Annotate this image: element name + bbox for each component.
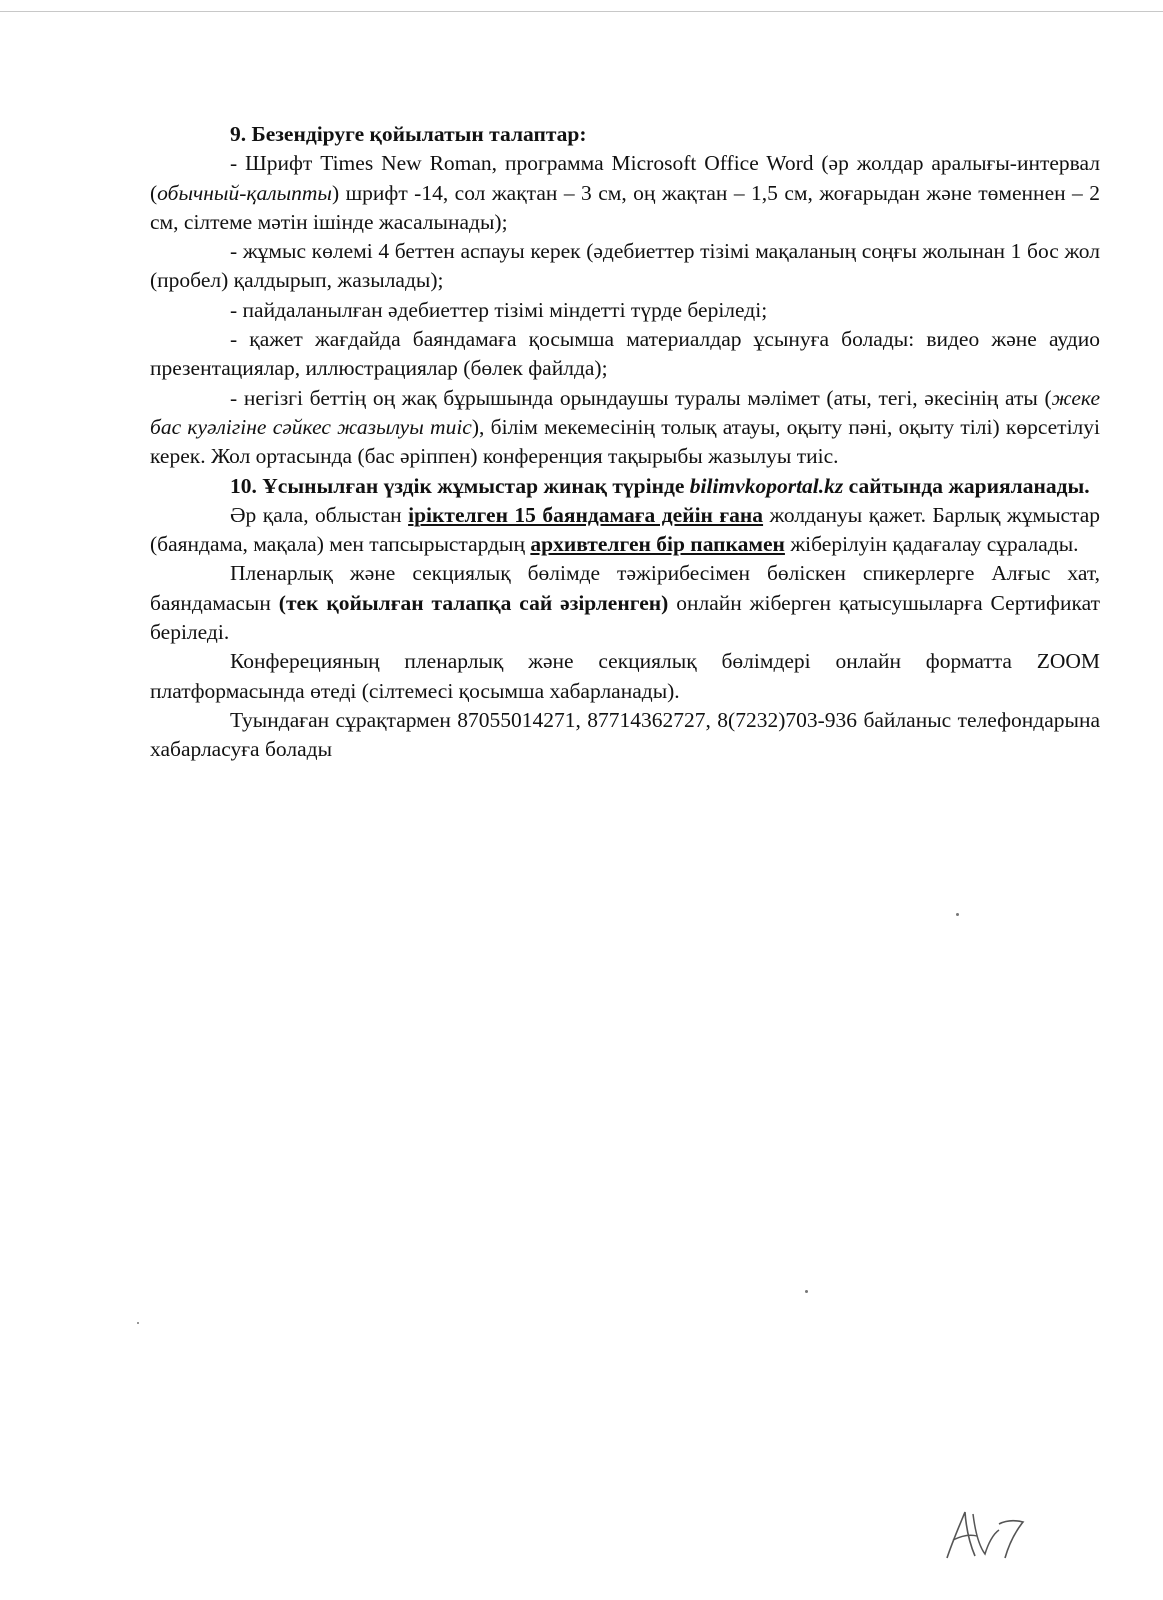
city-selection-paragraph <box>150 501 1100 560</box>
author-info-text-b: ), білім мекемесінің толық атауы, оқыту пәні, оқыту тілі) көрсетілуі керек. Жол ортасында (бас әріппен) конференция тақырыбы жазылуы тиіс. <box>150 414 1100 469</box>
scan-edge-line <box>0 11 1163 12</box>
author-info-italic: жеке бас куәлігіне сәйкес жазылуы тиіс <box>150 385 1100 439</box>
certificates-text-b: онлайн жіберген қатысушыларға Сертификат беріледі. <box>150 590 1100 645</box>
certificates-bold: (тек қойылған талапқа сай әзірленген) <box>278 590 669 615</box>
document-body <box>150 120 1100 765</box>
section-10-text-a: 10. Ұсынылған үздік жұмыстар жинақ түрінде <box>230 473 690 498</box>
section-9-heading: 9. Безендіруге қойылатын талаптар: <box>230 122 587 146</box>
requirement-font-italic: обычный-қалыпты <box>157 180 332 205</box>
requirement-font-text-a: - Шрифт Times New Roman, программа Microsoft Office Word (әр жолдар аралығы-интервал ( <box>150 151 1100 205</box>
certificates-paragraph <box>150 559 1100 647</box>
certificates-text-a: Пленарлық және секциялық бөлімде тәжірибесімен бөліскен спикерлерге Алғыс хат, баяндамасын <box>150 561 1100 615</box>
author-info-text-a: - негізгі беттің оң жақ бұрышында орындаушы туралы мәлімет (аты, тегі, әкесінің аты ( <box>230 385 1052 410</box>
archive-folder-underlined: архивтелген бір папкамен <box>530 532 785 557</box>
zoom-paragraph: Конферецияның пленарлық және секциялық бөлімдері онлайн форматта ZOOM платформасында өтеді (сілтемесі қосымша хабарланады). <box>150 649 1100 703</box>
contacts-paragraph: Туындаған сұрақтармен 87055014271, 87714362727, 8(7232)703-936 байланыс телефондарына хабарласуға болады <box>150 707 1100 762</box>
requirement-font <box>150 149 1100 237</box>
requirement-references: - пайдаланылған әдебиеттер тізімі міндетті түрде беріледі; <box>230 297 768 322</box>
requirement-font-text-b: ) шрифт -14, сол жақтан – 3 см, оң жақтан – 1,5 см, жоғарыдан және төменнен – 2 см, сілтеме мәтін ішінде жасалынады); <box>150 180 1100 234</box>
city-limit-underlined: іріктелген 15 баяндамаға дейін ғана <box>408 502 764 527</box>
city-text-b: жолдануы қажет. Барлық жұмыстар (баяндама, мақала) мен тапсырыстардың <box>150 502 1101 557</box>
scan-speck <box>805 1290 808 1293</box>
requirement-volume: - жұмыс көлемі 4 беттен аспауы керек (әдебиеттер тізімі мақаланың соңғы жолынан 1 бос жол (пробел) қалдырып, жазылады); <box>150 239 1100 293</box>
city-text-a: Әр қала, облыстан <box>230 502 409 527</box>
requirement-author-info <box>150 384 1100 472</box>
city-text-c: жіберілуін қадағалау сұралады. <box>784 532 1079 557</box>
scan-speck <box>956 913 959 916</box>
section-10-heading <box>150 472 1100 501</box>
handwritten-signature <box>935 1500 1035 1570</box>
requirement-materials: - қажет жағдайда баяндамаға қосымша материалдар ұсынуға болады: видео және аудио презентациялар, иллюстрациялар (бөлек файлда); <box>150 327 1100 381</box>
publication-site: bilimvkoportal.kz <box>689 473 844 498</box>
scan-speck <box>137 1322 139 1324</box>
section-10-text-b: сайтында жарияланады. <box>843 473 1090 498</box>
